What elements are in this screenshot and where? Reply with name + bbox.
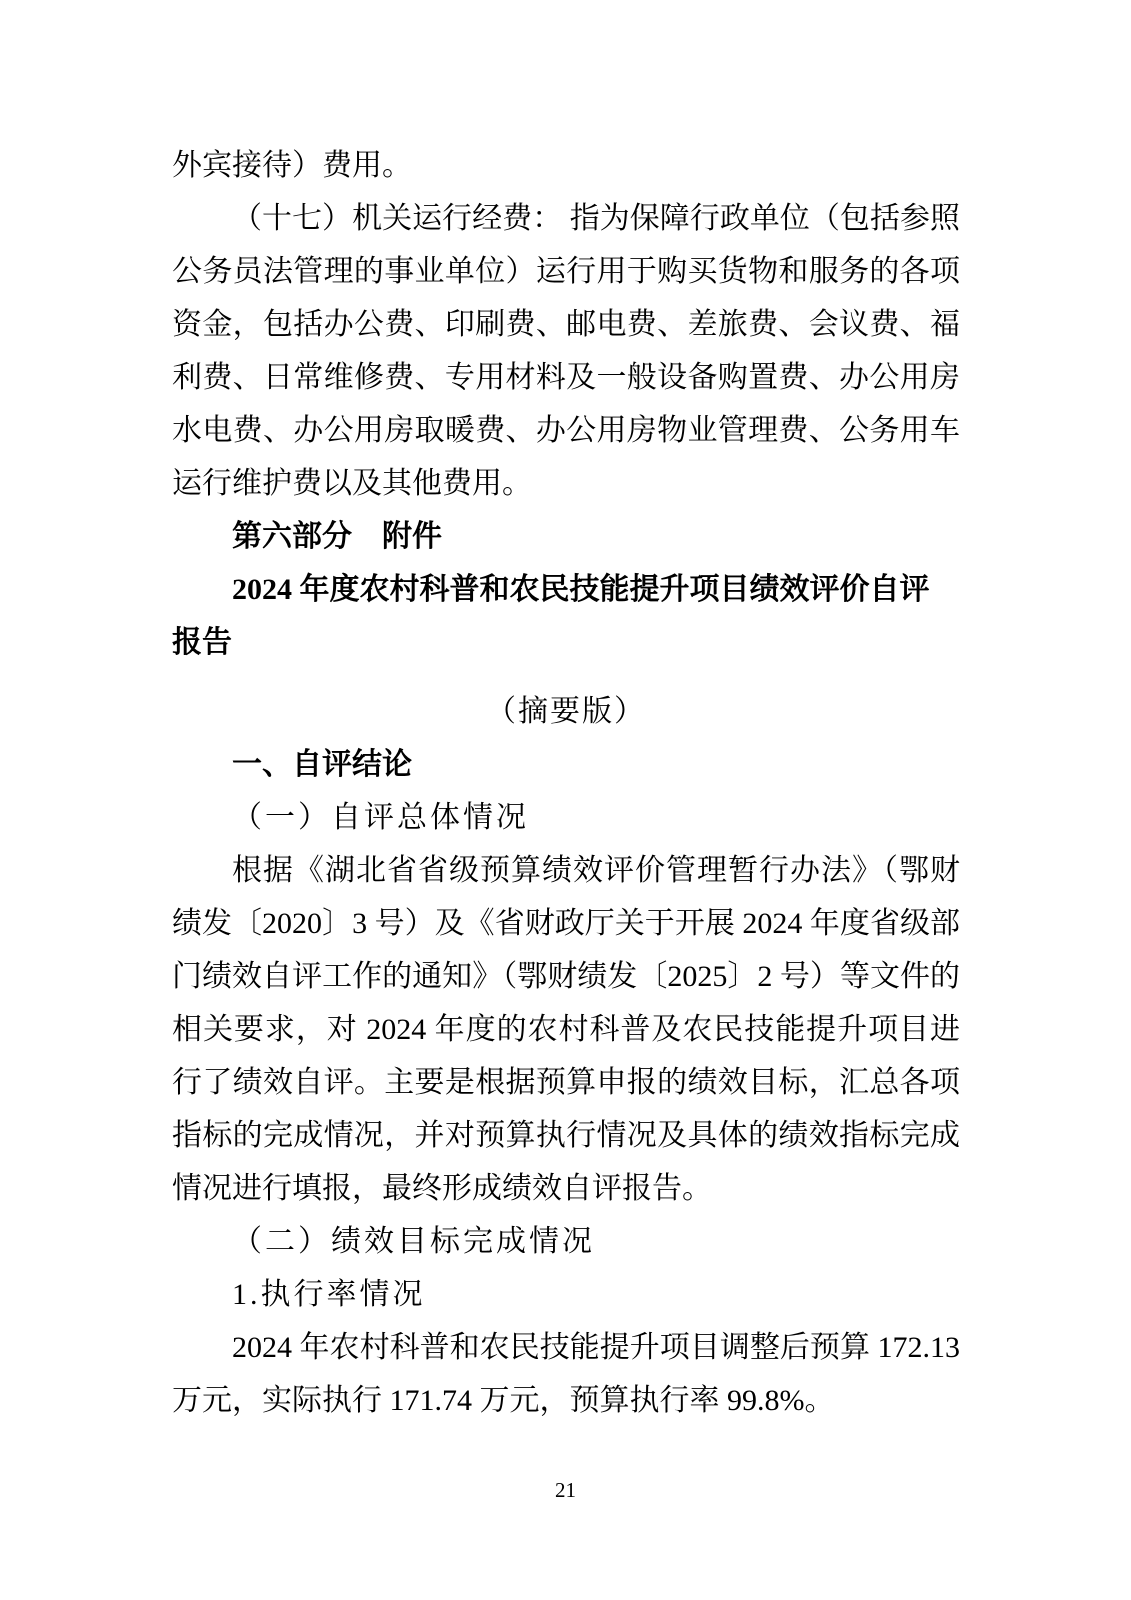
heading-performance-target-completion: （二）绩效目标完成情况 <box>232 1225 595 1258</box>
report-title-line-1: 2024 年度农村科普和农民技能提升项目绩效评价自评 <box>232 573 930 606</box>
heading-overall-self-evaluation: （一）自评总体情况 <box>232 801 529 834</box>
heading-execution-rate: 1.执行率情况 <box>232 1278 426 1311</box>
report-title-line-2: 报告 <box>172 626 232 659</box>
heading-part-six-attachment: 第六部分 附件 <box>232 520 442 553</box>
paragraph-evaluation-basis: 根据《湖北省省级预算绩效评价管理暂行办法》（鄂财绩发〔2020〕3 号）及《省财政厅关于开展 2024 年度省级部门绩效自评工作的通知》（鄂财绩发〔2025〕2 号）等文件的相关要求，对 2024 年度的农村科普及农民技能提升项目进行了绩效自评。主要是根据预算申报的绩效目标，汇总各项指标的完成情况，并对预算执行情况及具体的绩效指标完成情况进行填报，最终形成绩效自评报告。 <box>172 854 960 1205</box>
page-number: 21 <box>555 1478 576 1502</box>
document-body <box>172 139 960 1427</box>
paragraph-continuation-foreign-guest-fee: 外宾接待）费用。 <box>172 149 412 182</box>
paragraph-budget-execution: 2024 年农村科普和农民技能提升项目调整后预算 172.13 万元，实际执行 171.74 万元，预算执行率 99.8%。 <box>172 1331 960 1417</box>
paragraph-agency-operating-expense: （十七）机关运行经费： 指为保障行政单位（包括参照公务员法管理的事业单位）运行用于购买货物和服务的各项资金，包括办公费、印刷费、邮电费、差旅费、会议费、福利费、日常维修费、专用材料及一般设备购置费、办公用房水电费、办公用房取暖费、办公用房物业管理费、公务用车运行维护费以及其他费用。 <box>172 202 960 500</box>
subtitle-summary-version: （摘要版） <box>486 695 646 728</box>
heading-self-evaluation-conclusion: 一、自评结论 <box>232 748 412 781</box>
